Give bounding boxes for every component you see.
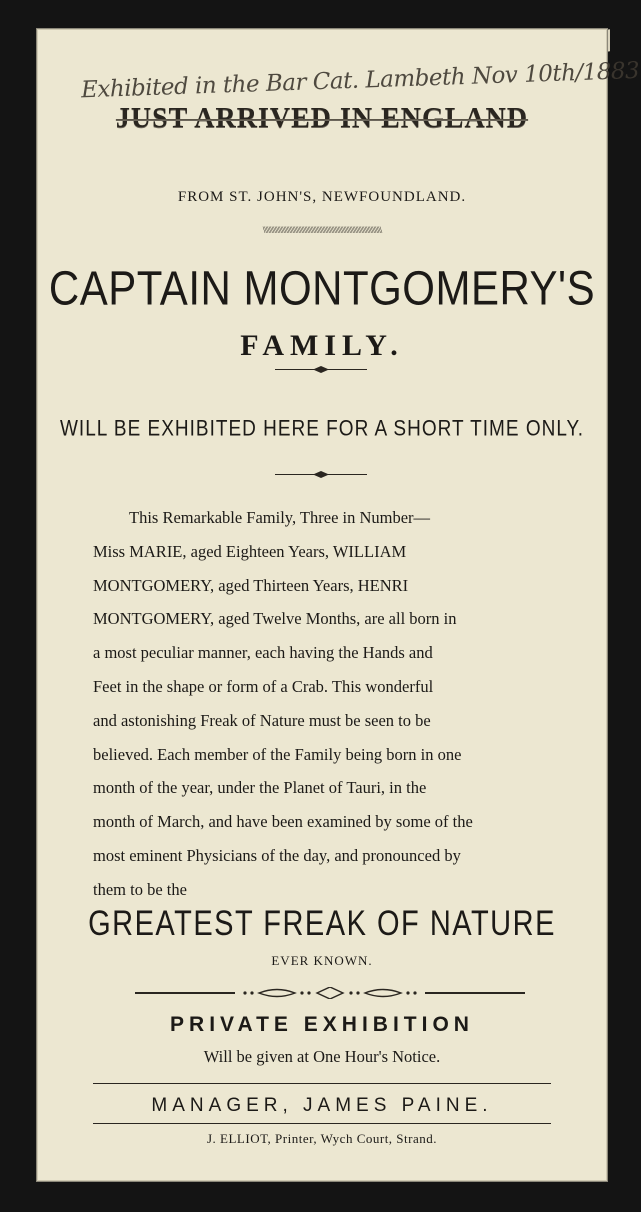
rule-lower [93,1123,551,1124]
handwritten-annotation: Exhibited in the Bar Cat. Lambeth Nov 10th/1883 [80,57,640,104]
exhibited-notice: WILL BE EXHIBITED HERE FOR A SHORT TIME ONLY. [60,417,584,442]
greatest-freak-heading: GREATEST FREAK OF NATURE [88,905,556,944]
notice-line: Will be given at One Hour's Notice. [203,1047,441,1066]
poster-subtitle: FAMILY. [240,329,404,362]
body-line: most eminent Physicians of the day, and pronounced by [93,845,461,865]
body-line: month of March, and have been examined by some of the [93,812,473,832]
body-line: MONTGOMERY, aged Twelve Months, are all born in [93,609,457,629]
ornament-rule-2 [275,470,367,480]
origin-line: FROM ST. JOHN'S, NEWFOUNDLAND. [177,189,467,205]
handbill-poster [36,28,640,1182]
manager-line: MANAGER, JAMES PAINE. [151,1095,493,1116]
ornamental-divider [135,987,525,999]
ornament-rule-1 [275,365,367,375]
body-line: month of the year, under the Planet of Tauri, in the [93,778,427,798]
body-line: This Remarkable Family, Three in Number— [129,508,431,527]
body-line: and astonishing Freak of Nature must be seen to be [93,710,431,730]
printer-imprint: J. ELLIOT, Printer, Wych Court, Strand. [206,1131,437,1146]
body-line: MONTGOMERY, aged Thirteen Years, HENRI [93,575,409,595]
rule-upper [93,1083,551,1084]
body-paragraph [93,501,557,907]
zigzag-divider: \\\\\\\\\\\\\\\\\\\\\\\\\\\\\\\\\\\\\\\\\\\\\\\\\\\\\\\\\\\\\\\\\\\\\\\\\\\\\\\ [262,225,382,235]
body-line: them to be the [93,879,187,899]
headline: JUST ARRIVED IN ENGLAND [115,103,529,134]
ever-known-line: EVER KNOWN. [271,953,373,968]
body-line: Feet in the shape or form of a Crab. This wonderful [93,676,434,696]
body-line: a most peculiar manner, each having the Hands and [93,643,433,663]
body-line: Miss MARIE, aged Eighteen Years, WILLIAM [93,541,407,561]
body-line: believed. Each member of the Family being born in one [93,744,462,764]
poster-title: CAPTAIN MONTGOMERY'S [48,261,596,316]
private-exhibition-heading: PRIVATE EXHIBITION [170,1013,474,1036]
